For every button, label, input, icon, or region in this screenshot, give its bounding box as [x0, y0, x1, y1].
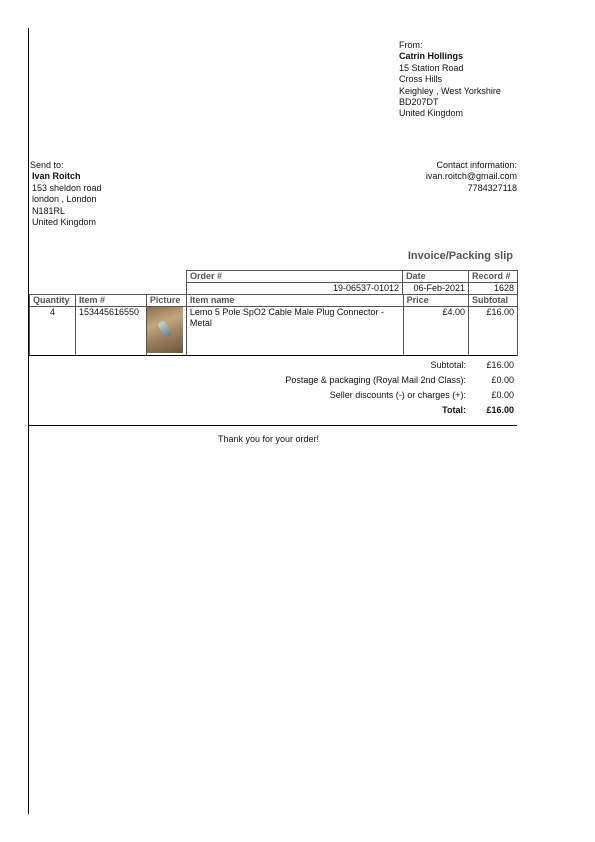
- from-line-5: United Kingdom: [399, 108, 464, 119]
- from-address: [399, 40, 501, 120]
- total-value: £16.00: [486, 405, 514, 415]
- send-to-line-2: london , London: [32, 194, 97, 205]
- discounts-value: £0.00: [491, 390, 514, 400]
- date-header: Date: [403, 271, 469, 283]
- items-header-row: [30, 295, 518, 307]
- items-table: [29, 294, 518, 356]
- contact-info: [426, 160, 517, 194]
- item-number-header: Item #: [75, 295, 146, 307]
- send-to-line-3: N181RL: [32, 205, 66, 216]
- subtotal-header: Subtotal: [469, 295, 518, 307]
- contact-phone: 7784327118: [467, 182, 517, 193]
- item-number: 153445616550: [75, 307, 146, 356]
- order-number-header: Order #: [187, 271, 403, 283]
- picture-header: Picture: [146, 295, 186, 307]
- send-to-line-1: 153 sheldon road: [32, 182, 102, 193]
- from-line-4: BD207DT: [399, 97, 439, 108]
- send-to-line-4: United Kingdom: [32, 217, 97, 228]
- price-header: Price: [403, 295, 468, 307]
- totals-block: [29, 360, 517, 420]
- item-subtotal: £16.00: [469, 307, 518, 356]
- send-to-address: [30, 160, 102, 228]
- order-number: 19-06537-01012: [187, 283, 403, 295]
- postage-value: £0.00: [491, 375, 514, 385]
- order-date: 06-Feb-2021: [403, 283, 469, 295]
- record-header: Record #: [469, 271, 518, 283]
- subtotal-label: Subtotal:: [430, 360, 466, 370]
- discounts-label: Seller discounts (-) or charges (+):: [329, 390, 466, 400]
- quantity-header: Quantity: [30, 295, 76, 307]
- from-line-2: Cross Hills: [399, 74, 443, 85]
- from-line-1: 15 Station Road: [399, 62, 464, 73]
- item-price: £4.00: [403, 307, 468, 356]
- divider: [29, 355, 517, 356]
- send-to-label: Send to:: [30, 160, 64, 170]
- document-title: Invoice/Packing slip: [407, 250, 513, 262]
- postage-label: Postage & packaging (Royal Mail 2nd Class):: [285, 375, 466, 385]
- from-label: From:: [399, 40, 423, 50]
- item-name-header: Item name: [186, 295, 403, 307]
- table-row: [30, 307, 518, 356]
- subtotal-value: £16.00: [486, 360, 514, 370]
- contact-email: ivan.roitch@gmail.com: [425, 171, 517, 182]
- left-margin-rule: [28, 28, 29, 814]
- order-info-table: [186, 270, 518, 295]
- item-name-line-1: Lemo 5 Pole SpO2 Cable Male Plug Connector -: [189, 307, 384, 317]
- order-header-row: [187, 271, 518, 283]
- record-number: 1628: [469, 283, 518, 295]
- footer-divider: [29, 425, 517, 426]
- item-picture-cell: [146, 307, 186, 356]
- total-label: Total:: [442, 405, 466, 415]
- send-to-name: Ivan Roitch: [32, 171, 81, 182]
- item-quantity: 4: [30, 307, 76, 356]
- contact-label: Contact information:: [436, 160, 517, 170]
- thank-you-message: Thank you for your order!: [218, 434, 320, 444]
- item-name-cell: [186, 307, 403, 356]
- order-value-row: [187, 283, 518, 295]
- item-name-line-2: Metal: [189, 318, 212, 329]
- from-line-3: Keighley , West Yorkshire: [399, 85, 501, 96]
- from-name: Catrin Hollings: [399, 51, 464, 62]
- connector-photo-icon[interactable]: [147, 307, 183, 353]
